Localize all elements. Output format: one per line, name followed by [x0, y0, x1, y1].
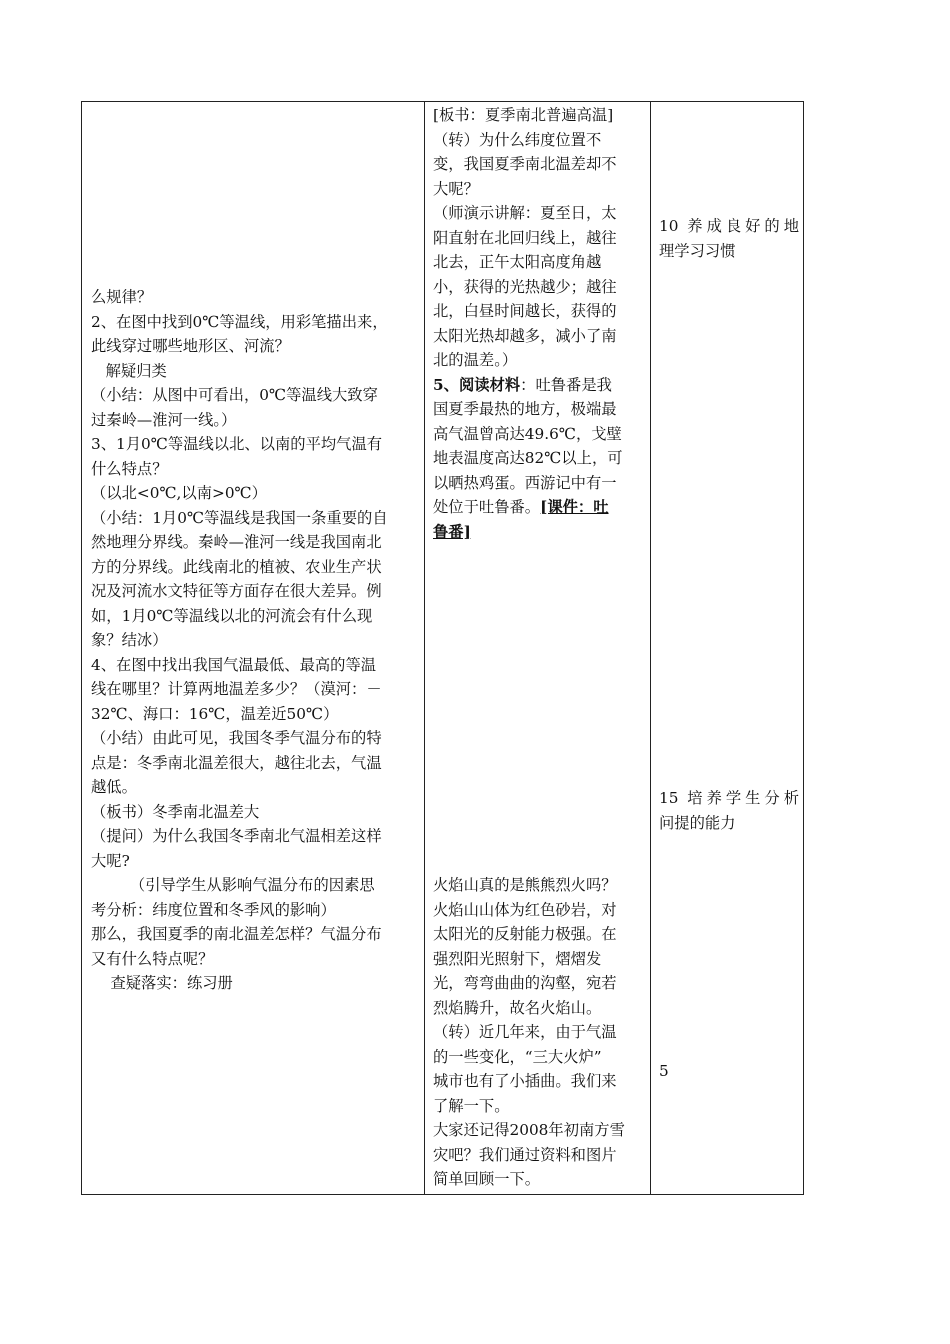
text-line: 火焰山真的是熊熊烈火吗？	[433, 876, 617, 894]
courseware-label-cont: 鲁番]	[433, 522, 471, 541]
text-line: （转）为什么纬度位置不	[433, 130, 602, 149]
teacher-activity-bottom	[433, 873, 640, 1192]
text-line: 高气温曾高达49.6℃，戈壁	[433, 424, 622, 443]
text-line: 城市也有了小插曲。我们来	[433, 1072, 617, 1090]
text-line: 点是：冬季南北温差很大，越往北去，气温	[91, 753, 382, 772]
text-line: 烈焰腾升，故名火焰山。	[433, 998, 602, 1017]
text-line: （以北<0℃,以南>0℃）	[91, 484, 267, 502]
text-line: （提问）为什么我国冬季南北气温相差这样	[91, 827, 382, 845]
text-span: 处位于吐鲁番。	[433, 498, 541, 516]
text-line: （引导学生从影响气温分布的因素思	[91, 876, 375, 894]
text-line: 阳直射在北回归线上，越往	[433, 228, 617, 247]
text-line: 象？结冰）	[91, 631, 168, 649]
text-line: 过秦岭—淮河一线。）	[91, 410, 237, 429]
text-line: 灾吧？我们通过资料和图片	[433, 1145, 617, 1164]
text-line: 么规律？	[91, 288, 153, 306]
text-line: 小，获得的光热越少；越往	[433, 277, 617, 296]
courseware-label: [课件：吐	[540, 498, 609, 516]
text-line: 3、1月0℃等温线以北、以南的平均气温有	[91, 435, 383, 453]
column-divider-2	[650, 102, 651, 1194]
text-line: 查疑落实：练习册	[91, 974, 233, 992]
text-line: （转）近几年来，由于气温	[433, 1023, 617, 1041]
text-line: 什么特点？	[91, 459, 168, 478]
text-line: 4、在图中找出我国气温最低、最高的等温	[91, 655, 377, 674]
text-line: 的一些变化，“三大火炉”	[433, 1047, 602, 1066]
text-line: 变，我国夏季南北温差却不	[433, 155, 617, 173]
text-line: 线在哪里？计算两地温差多少？（漠河：－	[91, 680, 382, 698]
text-line: 太阳光的反射能力极强。在	[433, 925, 617, 943]
reading-material-text: ：吐鲁番是我	[520, 375, 612, 394]
note-line: 5	[659, 1062, 669, 1080]
text-line: （板书）冬季南北温差大	[91, 802, 260, 821]
design-note-2	[659, 786, 799, 835]
text-line: 地表温度高达82℃以上，可	[433, 449, 623, 467]
text-line: 北去，正午太阳高度角越	[433, 253, 602, 271]
text-line: 况及河流水文特征等方面存在很大差异。例	[91, 582, 382, 600]
text-line: 火焰山山体为红色砂岩，对	[433, 900, 617, 919]
column-divider-1	[424, 102, 425, 1194]
text-line: [板书：夏季南北普遍高温]	[433, 106, 614, 124]
text-line: 简单回顾一下。	[433, 1170, 541, 1188]
text-line: （小结：1月0℃等温线是我国一条重要的自	[91, 508, 388, 527]
text-line: 考分析：纬度位置和冬季风的影响）	[91, 900, 336, 919]
courseware-line-2	[433, 520, 640, 545]
courseware-line	[433, 495, 640, 520]
text-line: 越低。	[91, 778, 137, 796]
reading-material-label: 5、阅读材料	[433, 375, 521, 394]
text-line: 国夏季最热的地方，极端最	[433, 400, 617, 418]
text-line: 那么，我国夏季的南北温差怎样？气温分布	[91, 925, 382, 943]
teacher-activity-column	[433, 103, 640, 544]
text-line: 大呢?	[91, 851, 130, 870]
text-line: 了解一下。	[433, 1096, 510, 1115]
note-line: 理学习习惯	[659, 241, 736, 260]
text-line: （师演示讲解：夏至日，太	[433, 204, 617, 222]
text-line: 如，1月0℃等温线以北的河流会有什么现	[91, 606, 373, 625]
lesson-plan-table	[81, 101, 804, 1195]
text-line: 此线穿过哪些地形区、河流？	[91, 337, 290, 355]
text-line: 又有什么特点呢？	[91, 949, 214, 968]
text-line: 太阳光热却越多，减小了南	[433, 326, 617, 345]
text-line: 方的分界线。此线南北的植被、农业生产状	[91, 557, 382, 576]
note-line: 15 培养学生分析	[659, 789, 799, 807]
text-line: 北，白昼时间越长，获得的	[433, 302, 617, 320]
text-line: 2、在图中找到0℃等温线，用彩笔描出来，	[91, 312, 388, 331]
text-line: （小结：从图中可看出，0℃等温线大致穿	[91, 386, 378, 404]
student-activity-column	[91, 285, 424, 996]
design-note-1	[659, 214, 799, 263]
design-note-3	[659, 1059, 799, 1084]
text-line: 光，弯弯曲曲的沟壑，宛若	[433, 974, 617, 992]
text-line: 大呢？	[433, 179, 479, 198]
note-line: 问提的能力	[659, 813, 736, 832]
text-line: 以晒热鸡蛋。西游记中有一	[433, 473, 617, 492]
text-line: 32℃、海口：16℃，温差近50℃）	[91, 704, 339, 723]
text-line: 强烈阳光照射下，熠熠发	[433, 949, 602, 968]
note-line: 10 养成良好的地	[659, 217, 799, 235]
text-line: 大家还记得2008年初南方雪	[433, 1121, 625, 1139]
reading-material-line	[433, 373, 640, 398]
text-line: （小结）由此可见，我国冬季气温分布的特	[91, 729, 382, 747]
text-line: 然地理分界线。秦岭—淮河一线是我国南北	[91, 533, 382, 551]
text-line: 解疑归类	[91, 361, 167, 380]
text-line: 北的温差。）	[433, 351, 518, 369]
